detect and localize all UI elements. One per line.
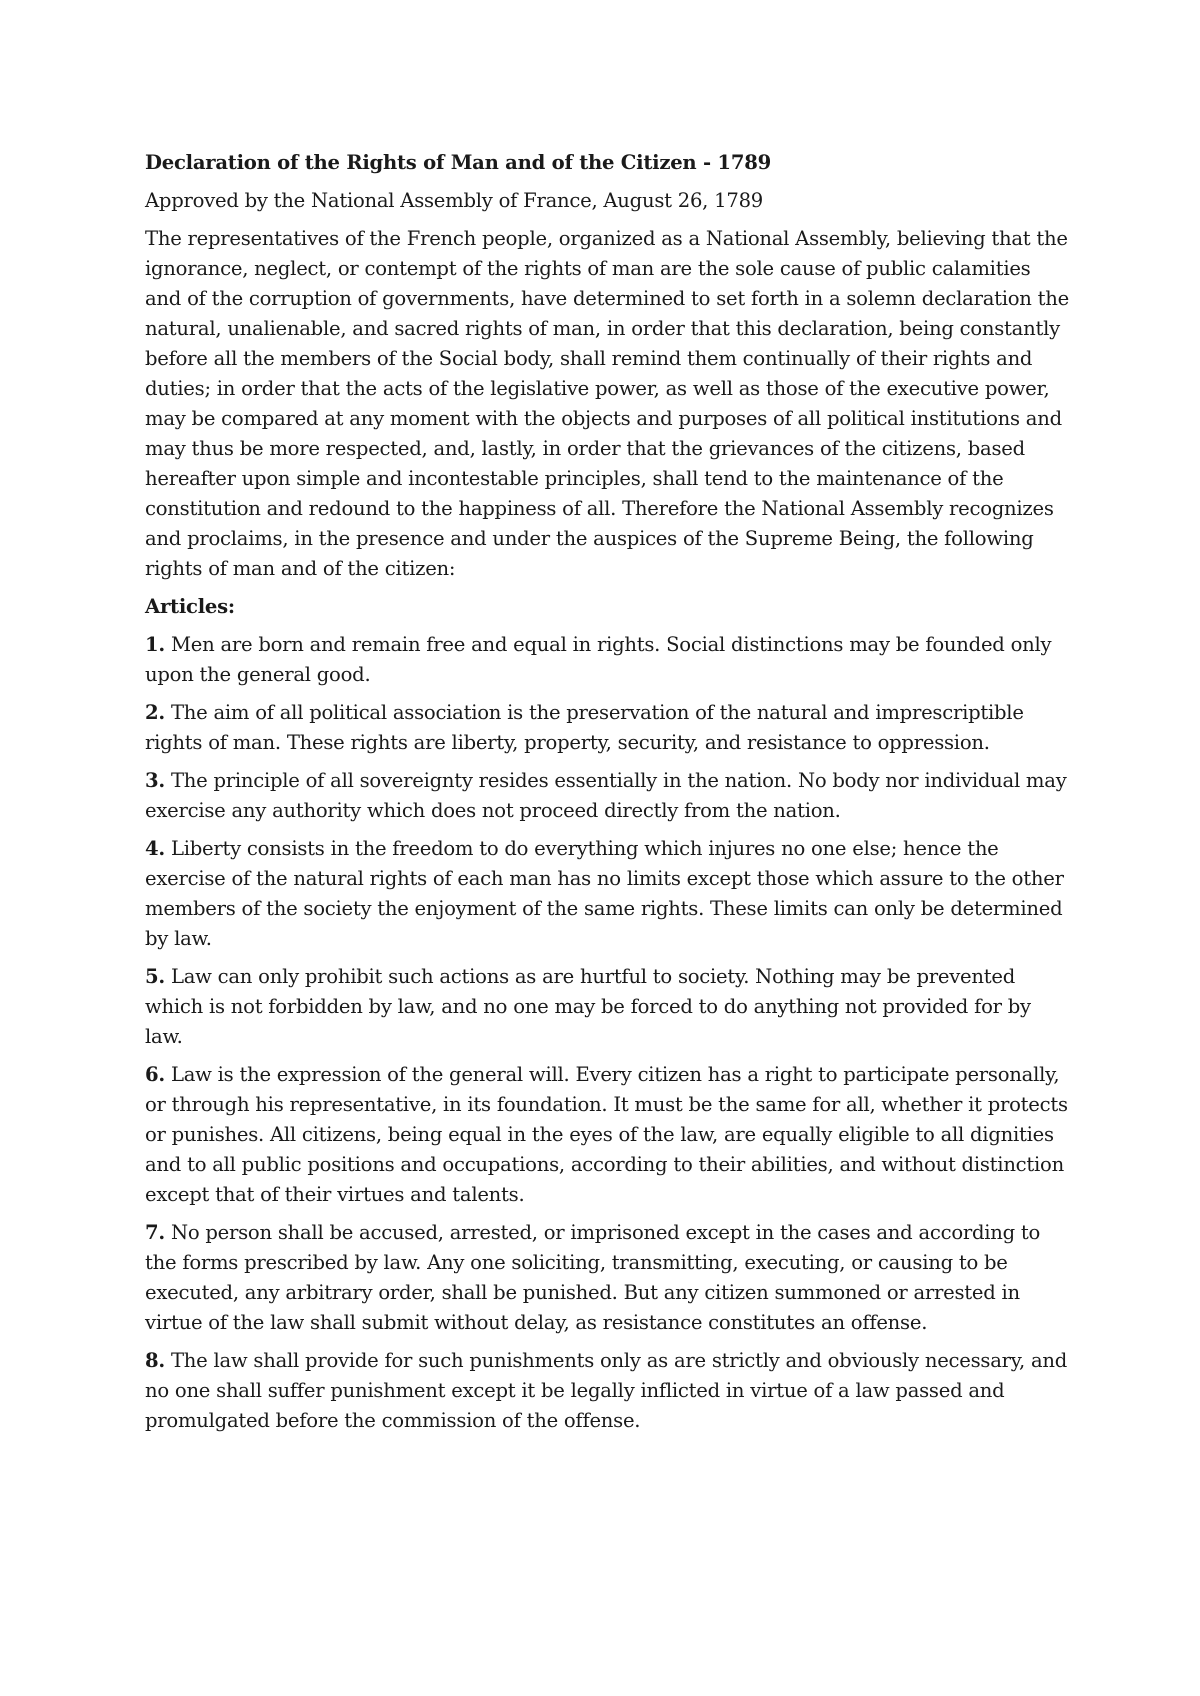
article-8 — [145, 1346, 1070, 1436]
article-text: No person shall be accused, arrested, or imprisoned except in the cases and according to the forms prescribed by law. Any one soliciting, transmitting, executing, or causing to be executed, any arbitrary order, shall be punished. But any citizen summoned or arrested in virtue of the law shall submit without delay, as resistance constitutes an offense. — [145, 1221, 1041, 1334]
article-text: Law is the expression of the general will. Every citizen has a right to participate personally, or through his representative, in its foundation. It must be the same for all, whether it protects or punishes. All citizens, being equal in the eyes of the law, are equally eligible to all dignities and to all public positions and occupations, according to their abilities, and without distinction except that of their virtues and talents. — [145, 1063, 1068, 1206]
article-number: 5. — [145, 965, 165, 988]
article-number: 7. — [145, 1221, 165, 1244]
article-number: 3. — [145, 769, 165, 792]
article-4 — [145, 834, 1070, 954]
article-text: The aim of all political association is the preservation of the natural and imprescriptible rights of man. These rights are liberty, property, security, and resistance to oppression. — [145, 701, 1024, 754]
article-number: 1. — [145, 633, 165, 656]
article-text: The law shall provide for such punishments only as are strictly and obviously necessary, and no one shall suffer punishment except it be legally inflicted in virtue of a law passed and promulgated before the commission of the offense. — [145, 1349, 1068, 1432]
article-6 — [145, 1060, 1070, 1210]
document-subtitle: Approved by the National Assembly of France, August 26, 1789 — [145, 189, 763, 212]
article-number: 6. — [145, 1063, 165, 1086]
document-title: Declaration of the Rights of Man and of the Citizen - 1789 — [145, 151, 771, 174]
article-text: The principle of all sovereignty resides essentially in the nation. No body nor individual may exercise any authority which does not proceed directly from the nation. — [145, 769, 1067, 822]
preamble-paragraph: The representatives of the French people, organized as a National Assembly, believing that the ignorance, neglect, or contempt of the rights of man are the sole cause of public calamities and of the corruption of governments, have determined to set forth in a solemn declaration the natural, unalienable, and sacred rights of man, in order that this declaration, being constantly before all the members of the Social body, shall remind them continually of their rights and duties; in order that the acts of the legislative power, as well as those of the executive power, may be compared at any moment with the objects and purposes of all political institutions and may thus be more respected, and, lastly, in order that the grievances of the citizens, based hereafter upon simple and incontestable principles, shall tend to the maintenance of the constitution and redound to the happiness of all. Therefore the National Assembly recognizes and proclaims, in the presence and under the auspices of the Supreme Being, the following rights of man and of the citizen: — [145, 227, 1069, 580]
article-text: Liberty consists in the freedom to do everything which injures no one else; hence the exercise of the natural rights of each man has no limits except those which assure to the other members of the society the enjoyment of the same rights. These limits can only be determined by law. — [145, 837, 1064, 950]
article-number: 4. — [145, 837, 165, 860]
article-3 — [145, 766, 1070, 826]
article-text: Law can only prohibit such actions as are hurtful to society. Nothing may be prevented which is not forbidden by law, and no one may be forced to do anything not provided for by law. — [145, 965, 1031, 1048]
articles-heading: Articles: — [145, 595, 235, 618]
article-number: 8. — [145, 1349, 165, 1372]
article-5 — [145, 962, 1070, 1052]
article-text: Men are born and remain free and equal in rights. Social distinctions may be founded only upon the general good. — [145, 633, 1052, 686]
article-7 — [145, 1218, 1070, 1338]
article-1 — [145, 630, 1070, 690]
article-2 — [145, 698, 1070, 758]
article-number: 2. — [145, 701, 165, 724]
